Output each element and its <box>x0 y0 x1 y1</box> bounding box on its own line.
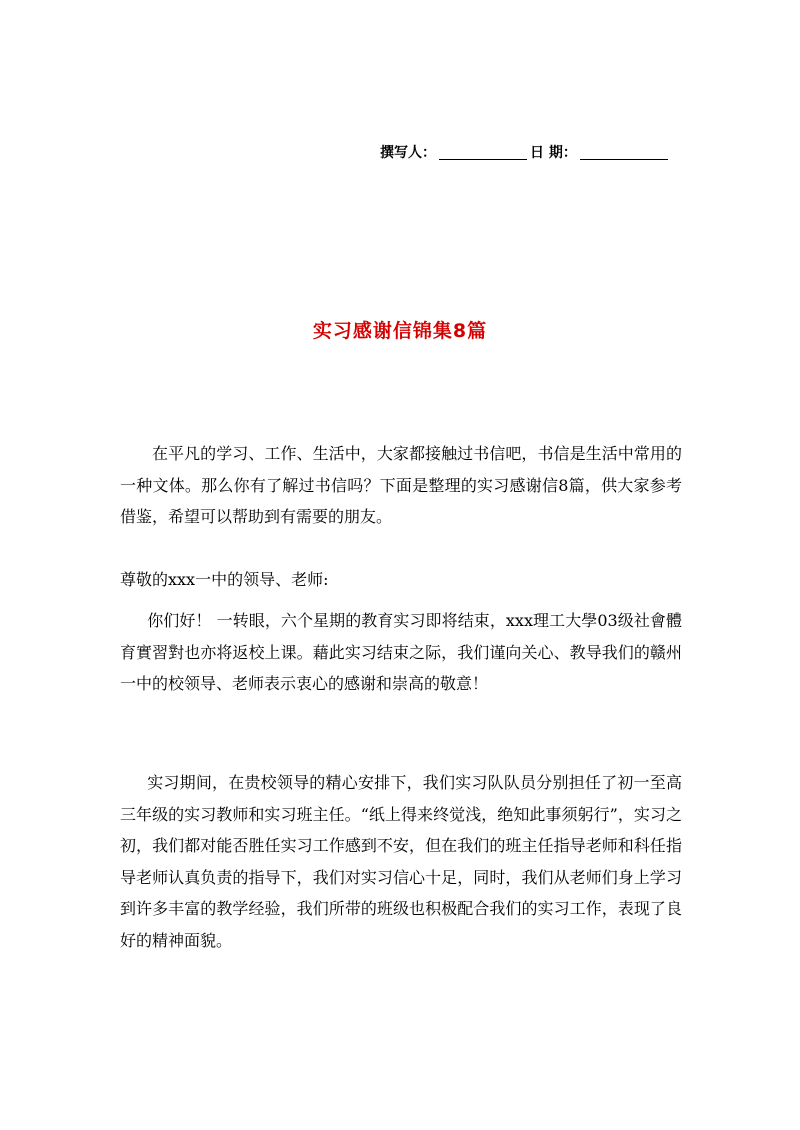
date-label: 日 期： <box>530 145 577 161</box>
author-blank-line <box>439 143 527 160</box>
letter-greeting <box>120 564 682 596</box>
greeting-text: 尊敬的xxx一中的领导、老师: <box>120 570 329 589</box>
intro-text: 在平凡的学习、工作、生活中，大家都接触过书信吧，书信是生活中常用的一种文体。那么你有了解过书信吗？下面是整理的实习感谢信8篇，供大家参考借鉴，希望可以帮助到有需要的朋友。 <box>120 444 682 526</box>
document-title: 实习感谢信锦集8篇 <box>312 320 488 342</box>
date-blank-line <box>580 143 668 160</box>
intro-paragraph <box>120 438 682 533</box>
paragraph-text: 你们好！ 一转眼，六个星期的教育实习即将结束，xxx理工大學03级社會體育實習對也亦将返校上课。藉此实习结束之际，我们谨向关心、教导我们的赣州一中的校领导、老师表示衷心的感谢和崇高的敬意！ <box>120 611 682 693</box>
document-header <box>380 140 680 162</box>
paragraph-text: 实习期间，在贵校领导的精心安排下，我们实习队队员分别担任了初一至高三年级的实习教师和实习班主任。“纸上得来终觉浅，绝知此事须躬行”，实习之初，我们都对能否胜任实习工作感到不安，但在我们的班主任指导老师和科任指导老师认真负责的指导下，我们对实习信心十足，同时，我们从老师们身上学习到许多丰富的教学经验，我们所带的班级也积极配合我们的实习工作，表现了良好的精神面貌。 <box>120 773 682 950</box>
letter-paragraph-1 <box>120 605 682 700</box>
author-label: 撰写人： <box>380 145 436 161</box>
letter-paragraph-2 <box>120 767 682 956</box>
